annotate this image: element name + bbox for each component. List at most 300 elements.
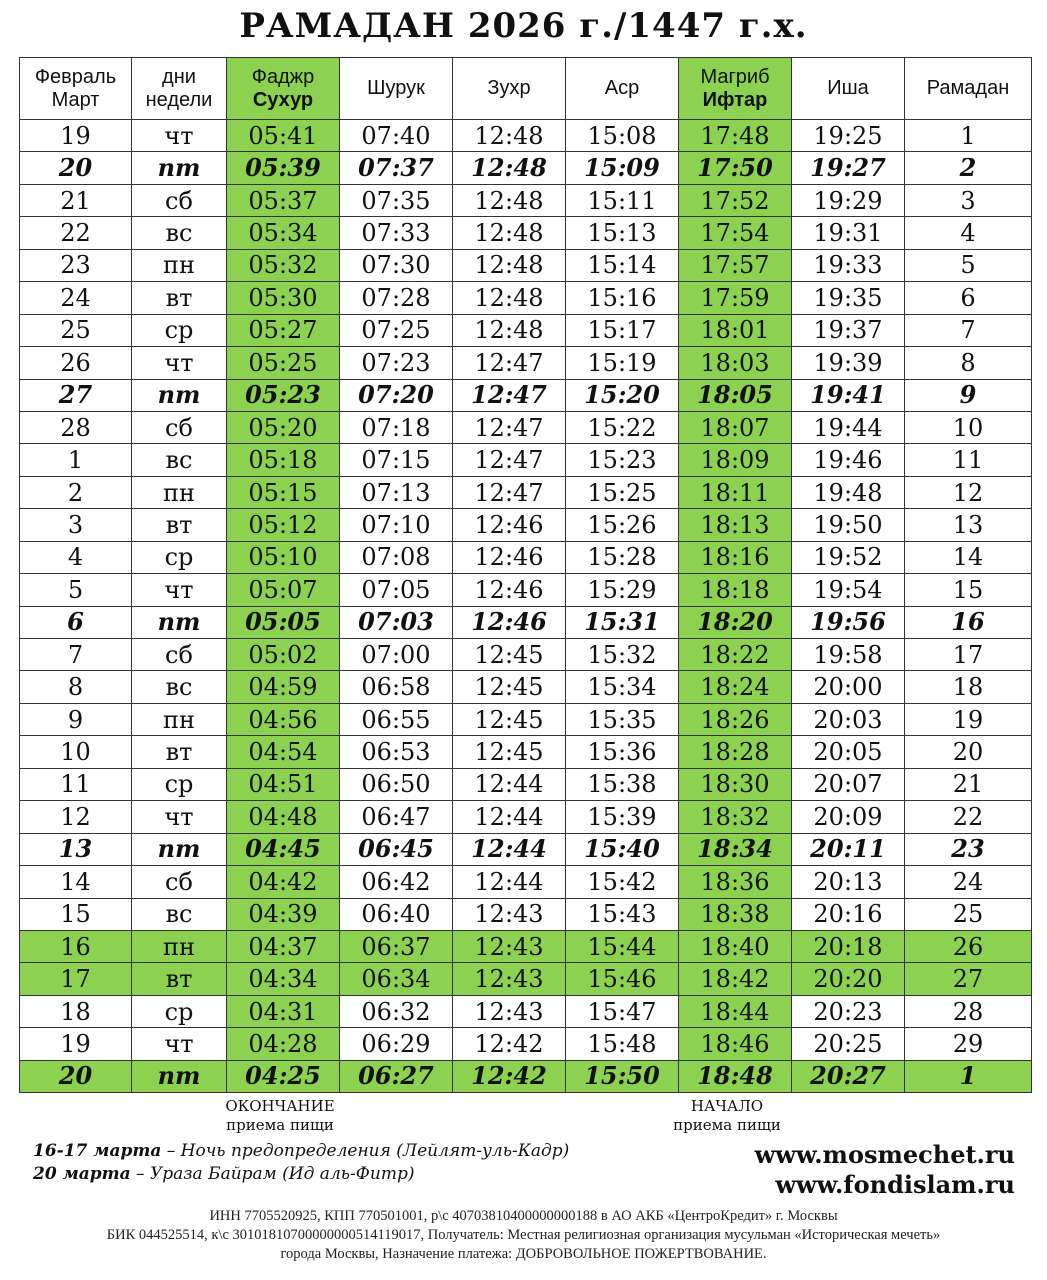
column-header [20, 58, 132, 120]
table-row [20, 509, 1032, 541]
cell-asr: 15:36 [566, 736, 679, 768]
cell-maghrib: 18:05 [679, 379, 792, 411]
column-header-line2: недели [145, 88, 213, 111]
table-row [20, 703, 1032, 735]
column-header-line1: Магриб [700, 65, 770, 88]
cell-isha: 19:46 [792, 444, 905, 476]
cell-shuruk: 06:55 [340, 703, 453, 735]
cell-maghrib: 17:48 [679, 120, 792, 152]
cell-shuruk: 06:50 [340, 768, 453, 800]
cell-fajr: 04:37 [227, 930, 340, 962]
cell-maghrib: 18:16 [679, 541, 792, 573]
cell-date: 1 [20, 444, 132, 476]
cell-date: 10 [20, 736, 132, 768]
cell-isha: 20:07 [792, 768, 905, 800]
cell-date: 19 [20, 1028, 132, 1060]
cell-asr: 15:40 [566, 833, 679, 865]
cell-fajr: 04:34 [227, 963, 340, 995]
cell-maghrib: 17:50 [679, 152, 792, 184]
table-row [20, 671, 1032, 703]
cell-isha: 19:31 [792, 217, 905, 249]
cell-ramadan: 12 [905, 476, 1032, 508]
cell-asr: 15:26 [566, 509, 679, 541]
cell-zuhr: 12:45 [453, 703, 566, 735]
website-link-fondislam[interactable]: www.fondislam.ru [775, 1170, 1015, 1199]
table-row [20, 1028, 1032, 1060]
cell-day: ср [132, 768, 227, 800]
cell-asr: 15:11 [566, 184, 679, 216]
cell-isha: 20:18 [792, 930, 905, 962]
cell-maghrib: 18:46 [679, 1028, 792, 1060]
cell-shuruk: 07:40 [340, 120, 453, 152]
cell-date: 8 [20, 671, 132, 703]
cell-day: пн [132, 249, 227, 281]
table-row [20, 801, 1032, 833]
cell-zuhr: 12:47 [453, 476, 566, 508]
cell-fajr: 05:32 [227, 249, 340, 281]
cell-day: пн [132, 476, 227, 508]
cell-ramadan: 29 [905, 1028, 1032, 1060]
cell-shuruk: 06:37 [340, 930, 453, 962]
cell-ramadan: 11 [905, 444, 1032, 476]
cell-ramadan: 28 [905, 995, 1032, 1027]
cell-maghrib: 18:44 [679, 995, 792, 1027]
cell-date: 16 [20, 930, 132, 962]
cell-fajr: 05:30 [227, 282, 340, 314]
cell-asr: 15:42 [566, 866, 679, 898]
table-header-row [20, 58, 1032, 120]
cell-zuhr: 12:47 [453, 347, 566, 379]
table-row [20, 249, 1032, 281]
cell-maghrib: 18:28 [679, 736, 792, 768]
cell-ramadan: 8 [905, 347, 1032, 379]
table-row [20, 476, 1032, 508]
cell-fajr: 04:48 [227, 801, 340, 833]
cell-ramadan: 5 [905, 249, 1032, 281]
cell-day: вт [132, 736, 227, 768]
cell-zuhr: 12:43 [453, 898, 566, 930]
cell-zuhr: 12:48 [453, 120, 566, 152]
cell-zuhr: 12:48 [453, 314, 566, 346]
cell-ramadan: 10 [905, 411, 1032, 443]
cell-shuruk: 06:53 [340, 736, 453, 768]
cell-day: ср [132, 541, 227, 573]
cell-maghrib: 18:34 [679, 833, 792, 865]
cell-day: вс [132, 444, 227, 476]
cell-asr: 15:48 [566, 1028, 679, 1060]
cell-fajr: 04:42 [227, 866, 340, 898]
column-header-line1: Февраль [34, 65, 117, 88]
cell-shuruk: 07:28 [340, 282, 453, 314]
cell-day: сб [132, 184, 227, 216]
fajr-note [215, 1097, 345, 1135]
cell-fajr: 05:20 [227, 411, 340, 443]
cell-ramadan: 24 [905, 866, 1032, 898]
cell-maghrib: 18:36 [679, 866, 792, 898]
cell-shuruk: 07:13 [340, 476, 453, 508]
cell-ramadan: 26 [905, 930, 1032, 962]
cell-ramadan: 4 [905, 217, 1032, 249]
events-list [33, 1140, 569, 1186]
cell-date: 6 [20, 606, 132, 638]
table-row [20, 184, 1032, 216]
cell-fajr: 05:25 [227, 347, 340, 379]
table-row [20, 574, 1032, 606]
cell-shuruk: 07:35 [340, 184, 453, 216]
cell-ramadan: 16 [905, 606, 1032, 638]
cell-zuhr: 12:47 [453, 444, 566, 476]
table-row [20, 639, 1032, 671]
cell-maghrib: 18:20 [679, 606, 792, 638]
cell-isha: 19:39 [792, 347, 905, 379]
cell-shuruk: 06:34 [340, 963, 453, 995]
table-row [20, 379, 1032, 411]
cell-isha: 19:29 [792, 184, 905, 216]
cell-isha: 19:25 [792, 120, 905, 152]
cell-date: 28 [20, 411, 132, 443]
cell-shuruk: 07:37 [340, 152, 453, 184]
cell-shuruk: 06:58 [340, 671, 453, 703]
cell-asr: 15:14 [566, 249, 679, 281]
payment-details [0, 1207, 1047, 1264]
cell-day: ср [132, 995, 227, 1027]
column-header-line1: Рамадан [926, 77, 1010, 99]
fajr-note-line1: ОКОНЧАНИЕ [225, 1097, 335, 1115]
cell-day: пт [132, 606, 227, 638]
cell-shuruk: 07:08 [340, 541, 453, 573]
cell-shuruk: 07:15 [340, 444, 453, 476]
cell-ramadan: 17 [905, 639, 1032, 671]
cell-date: 2 [20, 476, 132, 508]
cell-day: вс [132, 217, 227, 249]
cell-isha: 19:27 [792, 152, 905, 184]
cell-zuhr: 12:45 [453, 736, 566, 768]
cell-fajr: 04:59 [227, 671, 340, 703]
cell-date: 5 [20, 574, 132, 606]
cell-ramadan: 23 [905, 833, 1032, 865]
cell-shuruk: 06:40 [340, 898, 453, 930]
event-date: 16-17 марта [33, 1141, 162, 1161]
cell-fajr: 05:05 [227, 606, 340, 638]
event-date: 20 марта [33, 1164, 131, 1184]
cell-zuhr: 12:44 [453, 768, 566, 800]
cell-isha: 19:35 [792, 282, 905, 314]
table-row [20, 833, 1032, 865]
cell-maghrib: 18:13 [679, 509, 792, 541]
cell-asr: 15:29 [566, 574, 679, 606]
cell-maghrib: 18:11 [679, 476, 792, 508]
cell-asr: 15:19 [566, 347, 679, 379]
cell-fajr: 05:41 [227, 120, 340, 152]
cell-maghrib: 17:52 [679, 184, 792, 216]
cell-ramadan: 7 [905, 314, 1032, 346]
cell-zuhr: 12:43 [453, 930, 566, 962]
event-item [33, 1163, 569, 1186]
cell-day: пн [132, 703, 227, 735]
cell-date: 21 [20, 184, 132, 216]
table-row [20, 120, 1032, 152]
column-header [905, 58, 1032, 120]
cell-shuruk: 07:20 [340, 379, 453, 411]
cell-asr: 15:47 [566, 995, 679, 1027]
cell-asr: 15:39 [566, 801, 679, 833]
table-row [20, 898, 1032, 930]
cell-shuruk: 06:47 [340, 801, 453, 833]
cell-date: 26 [20, 347, 132, 379]
cell-maghrib: 18:42 [679, 963, 792, 995]
cell-day: чт [132, 1028, 227, 1060]
website-link-mosmechet[interactable]: www.mosmechet.ru [754, 1140, 1015, 1169]
cell-maghrib: 18:38 [679, 898, 792, 930]
column-header [679, 58, 792, 120]
cell-maghrib: 18:01 [679, 314, 792, 346]
cell-zuhr: 12:48 [453, 217, 566, 249]
cell-fajr: 04:39 [227, 898, 340, 930]
cell-maghrib: 18:03 [679, 347, 792, 379]
cell-ramadan: 14 [905, 541, 1032, 573]
column-header-line2: Март [51, 88, 100, 111]
cell-zuhr: 12:46 [453, 606, 566, 638]
cell-zuhr: 12:42 [453, 1028, 566, 1060]
cell-isha: 20:13 [792, 866, 905, 898]
cell-shuruk: 07:10 [340, 509, 453, 541]
websites [755, 1140, 1015, 1200]
cell-asr: 15:28 [566, 541, 679, 573]
table-row [20, 152, 1032, 184]
cell-fajr: 05:07 [227, 574, 340, 606]
table-row [20, 217, 1032, 249]
cell-fajr: 05:34 [227, 217, 340, 249]
cell-asr: 15:17 [566, 314, 679, 346]
cell-fajr: 05:10 [227, 541, 340, 573]
cell-fajr: 04:28 [227, 1028, 340, 1060]
cell-asr: 15:46 [566, 963, 679, 995]
table-row [20, 963, 1032, 995]
cell-ramadan: 3 [905, 184, 1032, 216]
cell-fajr: 05:37 [227, 184, 340, 216]
cell-day: пт [132, 1060, 227, 1092]
footer-line: БИК 044525514, к\с 30101810700000000514119017, Получатель: Местная религиозная организация мусульман «Историческая мечеть» [106, 1227, 941, 1243]
cell-fajr: 05:15 [227, 476, 340, 508]
cell-shuruk: 06:42 [340, 866, 453, 898]
cell-asr: 15:20 [566, 379, 679, 411]
column-header [566, 58, 679, 120]
cell-isha: 19:44 [792, 411, 905, 443]
cell-zuhr: 12:46 [453, 509, 566, 541]
ramadan-schedule-table [19, 57, 1032, 1093]
cell-asr: 15:16 [566, 282, 679, 314]
cell-day: чт [132, 574, 227, 606]
cell-ramadan: 1 [905, 1060, 1032, 1092]
cell-ramadan: 21 [905, 768, 1032, 800]
cell-asr: 15:09 [566, 152, 679, 184]
cell-day: вт [132, 963, 227, 995]
cell-shuruk: 07:30 [340, 249, 453, 281]
cell-asr: 15:13 [566, 217, 679, 249]
cell-day: пт [132, 833, 227, 865]
cell-zuhr: 12:44 [453, 801, 566, 833]
cell-date: 3 [20, 509, 132, 541]
table-row [20, 1060, 1032, 1092]
table-row [20, 347, 1032, 379]
cell-fajr: 05:02 [227, 639, 340, 671]
column-header-line1: дни [162, 65, 196, 88]
column-header-line1: Иша [827, 77, 869, 99]
table-row [20, 444, 1032, 476]
cell-maghrib: 18:26 [679, 703, 792, 735]
cell-asr: 15:34 [566, 671, 679, 703]
cell-day: сб [132, 411, 227, 443]
cell-isha: 19:41 [792, 379, 905, 411]
cell-fajr: 04:56 [227, 703, 340, 735]
cell-zuhr: 12:47 [453, 411, 566, 443]
maghrib-note-line2: приема пищи [673, 1116, 781, 1134]
cell-ramadan: 6 [905, 282, 1032, 314]
maghrib-note-line1: НАЧАЛО [690, 1097, 764, 1115]
cell-zuhr: 12:46 [453, 574, 566, 606]
cell-date: 17 [20, 963, 132, 995]
page-title: РАМАДАН 2026 г./1447 г.х. [239, 6, 808, 46]
cell-date: 20 [20, 152, 132, 184]
cell-date: 27 [20, 379, 132, 411]
cell-zuhr: 12:43 [453, 995, 566, 1027]
column-header-line2: Ифтар [702, 88, 768, 111]
cell-fajr: 05:18 [227, 444, 340, 476]
cell-ramadan: 20 [905, 736, 1032, 768]
maghrib-note [662, 1097, 792, 1135]
cell-ramadan: 13 [905, 509, 1032, 541]
footer-line: города Москвы, Назначение платежа: ДОБРОВОЛЬНОЕ ПОЖЕРТВОВАНИЕ. [280, 1246, 767, 1262]
column-header [227, 58, 340, 120]
cell-isha: 20:05 [792, 736, 905, 768]
cell-isha: 20:09 [792, 801, 905, 833]
table-row [20, 411, 1032, 443]
cell-maghrib: 18:32 [679, 801, 792, 833]
cell-day: вс [132, 898, 227, 930]
cell-isha: 20:23 [792, 995, 905, 1027]
cell-day: чт [132, 120, 227, 152]
cell-ramadan: 22 [905, 801, 1032, 833]
cell-shuruk: 06:32 [340, 995, 453, 1027]
table-row [20, 768, 1032, 800]
cell-fajr: 04:25 [227, 1060, 340, 1092]
cell-maghrib: 17:54 [679, 217, 792, 249]
cell-date: 22 [20, 217, 132, 249]
cell-zuhr: 12:45 [453, 671, 566, 703]
cell-zuhr: 12:44 [453, 833, 566, 865]
column-header [132, 58, 227, 120]
cell-ramadan: 27 [905, 963, 1032, 995]
cell-day: пт [132, 152, 227, 184]
column-header-line2: Сухур [252, 88, 314, 111]
cell-date: 23 [20, 249, 132, 281]
footer-line: ИНН 7705520925, КПП 770501001, р\с 40703810400000000188 в АО АКБ «ЦентроКредит» г. Москвы [209, 1208, 838, 1224]
cell-fajr: 04:54 [227, 736, 340, 768]
cell-ramadan: 25 [905, 898, 1032, 930]
cell-asr: 15:43 [566, 898, 679, 930]
cell-date: 7 [20, 639, 132, 671]
cell-day: чт [132, 801, 227, 833]
cell-zuhr: 12:48 [453, 282, 566, 314]
cell-ramadan: 15 [905, 574, 1032, 606]
cell-shuruk: 07:23 [340, 347, 453, 379]
table-row [20, 541, 1032, 573]
cell-isha: 19:37 [792, 314, 905, 346]
cell-zuhr: 12:45 [453, 639, 566, 671]
cell-zuhr: 12:48 [453, 249, 566, 281]
cell-shuruk: 07:03 [340, 606, 453, 638]
cell-date: 24 [20, 282, 132, 314]
cell-shuruk: 06:45 [340, 833, 453, 865]
table-body [20, 120, 1032, 1093]
cell-date: 14 [20, 866, 132, 898]
cell-isha: 19:33 [792, 249, 905, 281]
table-row [20, 995, 1032, 1027]
cell-zuhr: 12:43 [453, 963, 566, 995]
cell-fajr: 05:27 [227, 314, 340, 346]
column-header [792, 58, 905, 120]
cell-maghrib: 18:07 [679, 411, 792, 443]
cell-asr: 15:44 [566, 930, 679, 962]
cell-day: сб [132, 639, 227, 671]
cell-isha: 20:00 [792, 671, 905, 703]
cell-maghrib: 18:09 [679, 444, 792, 476]
cell-zuhr: 12:47 [453, 379, 566, 411]
column-header-line1: Шурук [367, 77, 425, 99]
cell-asr: 15:25 [566, 476, 679, 508]
table-row [20, 866, 1032, 898]
cell-zuhr: 12:48 [453, 152, 566, 184]
column-header [453, 58, 566, 120]
cell-asr: 15:32 [566, 639, 679, 671]
cell-isha: 20:20 [792, 963, 905, 995]
cell-zuhr: 12:46 [453, 541, 566, 573]
cell-shuruk: 07:05 [340, 574, 453, 606]
cell-date: 11 [20, 768, 132, 800]
event-item [33, 1140, 569, 1163]
cell-isha: 19:50 [792, 509, 905, 541]
cell-fajr: 04:51 [227, 768, 340, 800]
cell-shuruk: 07:00 [340, 639, 453, 671]
cell-asr: 15:23 [566, 444, 679, 476]
table-row [20, 314, 1032, 346]
cell-day: вт [132, 282, 227, 314]
cell-isha: 20:03 [792, 703, 905, 735]
cell-asr: 15:31 [566, 606, 679, 638]
cell-isha: 19:54 [792, 574, 905, 606]
cell-day: сб [132, 866, 227, 898]
cell-day: вс [132, 671, 227, 703]
cell-isha: 20:16 [792, 898, 905, 930]
cell-date: 19 [20, 120, 132, 152]
column-header [340, 58, 453, 120]
column-header-line1: Аср [604, 77, 640, 99]
cell-ramadan: 9 [905, 379, 1032, 411]
cell-shuruk: 07:25 [340, 314, 453, 346]
cell-zuhr: 12:42 [453, 1060, 566, 1092]
cell-date: 25 [20, 314, 132, 346]
cell-maghrib: 18:18 [679, 574, 792, 606]
cell-zuhr: 12:48 [453, 184, 566, 216]
table-row [20, 736, 1032, 768]
cell-isha: 19:58 [792, 639, 905, 671]
cell-maghrib: 18:22 [679, 639, 792, 671]
table-row [20, 606, 1032, 638]
cell-maghrib: 17:57 [679, 249, 792, 281]
cell-day: ср [132, 314, 227, 346]
cell-day: вт [132, 509, 227, 541]
cell-maghrib: 18:48 [679, 1060, 792, 1092]
